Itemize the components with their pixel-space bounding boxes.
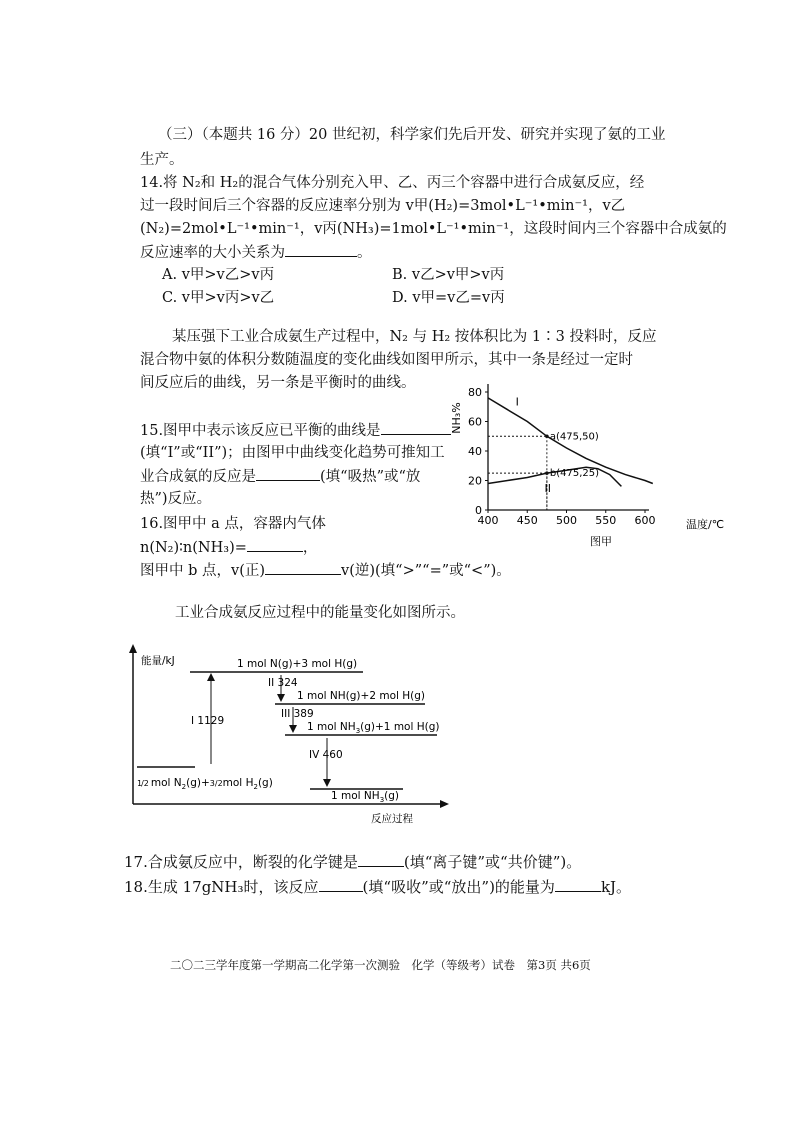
chart-caption: 图甲 — [590, 535, 612, 548]
step-i-arrowhead-icon — [207, 673, 215, 681]
page-footer: 二〇二三学年度第一学期高二化学第一次测验 化学（等级考）试卷 第3页 共6页 — [170, 958, 591, 972]
q18-text-end: kJ。 — [600, 878, 632, 896]
q14-text-2: 过一段时间后三个容器的反应速率分别为 v甲(H₂)=3mol•L⁻¹•min⁻¹，v乙 — [140, 198, 626, 214]
level-start-c: mol H — [222, 777, 254, 789]
step-iv-label: IV 460 — [309, 749, 343, 761]
level-start-a: mol N — [150, 777, 182, 789]
chart-x-tick-label: 400 — [477, 514, 499, 527]
q17-text-lead: 17.合成氨反应中，断裂的化学键是 — [124, 853, 358, 871]
q14-answer-blank[interactable] — [285, 242, 357, 257]
intro2-text-2: 混合物中氨的体积分数随温度的变化曲线如图甲所示，其中一条是经过一定时 — [140, 352, 633, 368]
energy-diagram — [125, 642, 455, 827]
level-product-a: 1 mol NH — [331, 790, 380, 802]
chart-y-tick-label: 40 — [468, 445, 482, 458]
chart-y-tick-label: 80 — [468, 386, 482, 399]
q15-text-4: 热”)反应。 — [140, 491, 212, 507]
q14-text-1: 14.将 N₂和 H₂的混合气体分别充入甲、乙、丙三个容器中进行合成氨反应，经 — [140, 175, 645, 191]
chart-x-tick-label: 500 — [556, 514, 577, 527]
q15-text-3-lead: 业合成氨的反应是 — [140, 469, 256, 485]
q16-text-2-lead: n(N₂)∶n(NH₃)= — [140, 540, 247, 556]
q18-answer-blank-2[interactable] — [555, 877, 601, 892]
q14-option-b[interactable]: B. v乙>v甲>v丙 — [392, 267, 505, 283]
q16-text-2 — [140, 537, 317, 558]
energy-y-arrow-icon — [129, 644, 137, 653]
level-2-label: 1 mol NH(g)+2 mol H(g) — [297, 690, 426, 702]
q15-answer-blank-2[interactable] — [256, 466, 320, 481]
q16-answer-blank-2[interactable] — [265, 560, 341, 575]
q15-text-3 — [140, 466, 420, 487]
chart-y-tick-label: 20 — [468, 474, 482, 488]
q16-text-3 — [140, 560, 511, 581]
level-3-label-a: 1 mol NH — [307, 721, 356, 733]
energy-intro: 工业合成氨反应过程中的能量变化如图所示。 — [175, 605, 465, 621]
level-product-b: (g) — [384, 790, 400, 802]
level-3-label-b: (g)+1 mol H(g) — [360, 721, 440, 733]
level-start-d: (g) — [257, 777, 273, 789]
intro2-text-3: 间反应后的曲线，另一条是平衡时的曲线。 — [140, 375, 416, 391]
q16-text-1: 16.图甲中 a 点，容器内气体 — [140, 516, 326, 532]
q16-text-3-end: v(逆)(填“>”“=”或“<”)。 — [341, 563, 511, 579]
chart-xlabel: 温度/℃ — [686, 518, 725, 531]
q18-answer-blank-1[interactable] — [319, 877, 363, 892]
q14-text-4-end: 。 — [357, 245, 372, 261]
q14-option-d[interactable]: D. v甲=v乙=v丙 — [392, 290, 505, 306]
q15-text-2: (填“I”或“II”)；由图甲中曲线变化趋势可推知工 — [140, 445, 445, 461]
level-top-label: 1 mol N(g)+3 mol H(g) — [237, 658, 358, 670]
q15-text-1-lead: 15.图甲中表示该反应已平衡的曲线是 — [140, 423, 381, 439]
q14-text-4 — [140, 242, 372, 263]
q14-option-c[interactable]: C. v甲>v丙>v乙 — [162, 290, 275, 306]
q18-text — [124, 877, 631, 897]
energy-x-arrow-icon — [440, 800, 449, 808]
q18-text-lead: 18.生成 17gNH₃时，该反应 — [124, 878, 319, 896]
chart-y-tick-label: 60 — [468, 415, 482, 429]
chart-annot-label: b(475,25) — [549, 468, 600, 480]
chart-x-tick-label: 450 — [516, 514, 538, 527]
step-iv-arrowhead-icon — [323, 779, 331, 787]
q15-text-1 — [140, 420, 451, 441]
step-ii-arrowhead-icon — [277, 694, 285, 702]
step-iii-label: III 389 — [281, 708, 314, 720]
chart-annot-label: a(475,50) — [549, 431, 599, 443]
q16-text-3-lead: 图甲中 b 点，v(正) — [140, 563, 266, 579]
level-3-label: 1 mol $NH_3(g)+1$ mol H(g) — [307, 721, 440, 735]
step-ii-label: II 324 — [268, 677, 298, 689]
chart-x-tick-label: 600 — [634, 514, 656, 527]
q16-answer-blank-1[interactable] — [247, 537, 303, 552]
step-i-label: I 1129 — [191, 715, 225, 727]
section-heading-cont: 生产。 — [140, 152, 184, 168]
q17-text-end: (填“离子键”或“共价键”)。 — [403, 853, 582, 871]
q18-text-mid: (填“吸收”或“放出”)的能量为 — [362, 878, 555, 896]
energy-ylabel: 能量/kJ — [141, 655, 175, 667]
chart-annot-point — [545, 471, 549, 475]
chart-series-I-label: I — [515, 395, 519, 409]
q17-answer-blank[interactable] — [358, 852, 404, 867]
chart-y-tick-label: 0 — [475, 504, 482, 517]
level-product-label: 1 mol $NH_3(g)$ — [331, 790, 400, 804]
q14-text-3: (N₂)=2mol•L⁻¹•min⁻¹，v丙(NH₃)=1mol•L⁻¹•min⁻¹，这段时间内三个容器中合成氨的 — [140, 221, 727, 237]
chart-series-II-label: II — [544, 482, 551, 496]
q14-text-4-lead: 反应速率的大小关系为 — [140, 245, 285, 261]
step-iii-arrowhead-icon — [289, 725, 297, 733]
q14-option-a[interactable]: A. v甲>v乙>v丙 — [162, 267, 275, 283]
chart-x-tick-label: 550 — [595, 514, 617, 527]
q15-text-3-end: (填“吸热”或“放 — [320, 469, 421, 485]
energy-xlabel: 反应过程 — [371, 813, 413, 825]
section-heading: （三）（本题共 16 分）20 世纪初，科学家们先后开发、研究并实现了氨的工业 — [158, 127, 666, 143]
q17-text — [124, 852, 581, 872]
chart-ylabel: NH₃% — [450, 402, 463, 434]
q16-text-2-end: ， — [302, 540, 318, 556]
nh3-temperature-chart — [440, 378, 725, 550]
level-start-b: (g)+ — [186, 777, 210, 789]
intro2-text-1: 某压强下工业合成氨生产过程中，N₂ 与 H₂ 按体积比为 1∶3 投料时，反应 — [172, 329, 657, 345]
level-start-label: 1/2 mol $N_2(g)+3/2mol$ $H_2(g)$ — [137, 777, 273, 791]
chart-annot-point — [545, 434, 549, 438]
